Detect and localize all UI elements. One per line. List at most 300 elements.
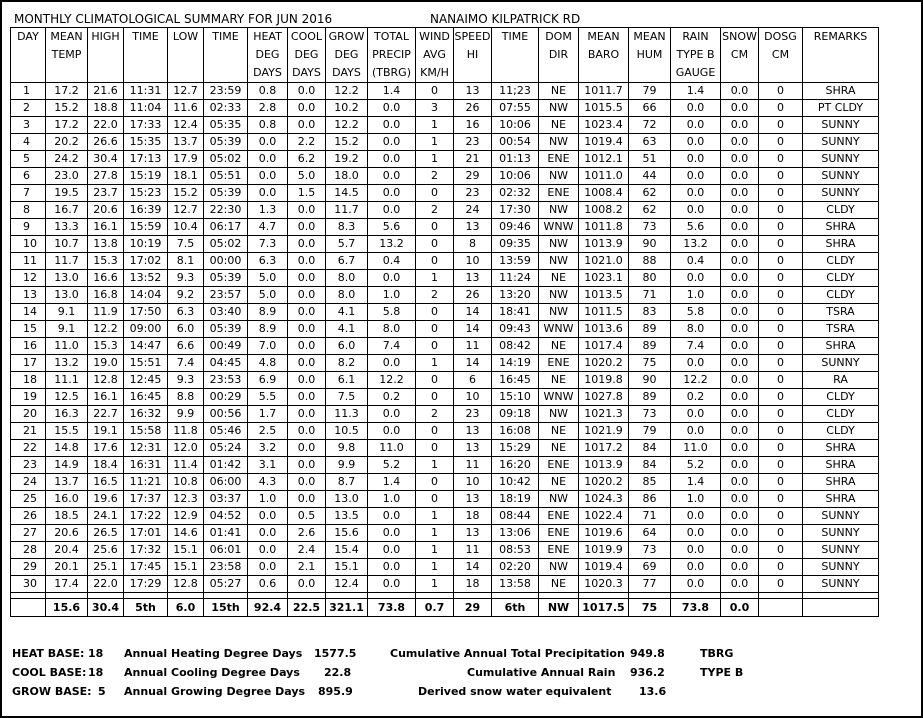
table-cell: 1011.7 [579, 83, 629, 100]
table-cell: 0.0 [368, 270, 416, 287]
table-cell: 13.2 [671, 236, 721, 253]
table-cell: 12 [11, 270, 46, 287]
table-cell: 16.3 [46, 406, 88, 423]
table-cell: 15:59 [124, 219, 168, 236]
table-cell: 15.5 [46, 423, 88, 440]
table-cell: 1.7 [248, 406, 288, 423]
table-cell: SUNNY [803, 117, 879, 134]
table-cell: 13:20 [492, 287, 539, 304]
table-cell: NW [539, 168, 579, 185]
table-cell: 1 [416, 559, 454, 576]
table-cell: 0 [759, 508, 803, 525]
table-cell: 0.0 [721, 321, 759, 338]
table-cell: 6.9 [248, 372, 288, 389]
table-cell: 13.3 [46, 219, 88, 236]
table-cell: 1.0 [368, 491, 416, 508]
table-cell: 0 [416, 338, 454, 355]
table-cell: 11.7 [46, 253, 88, 270]
table-cell: 0.0 [288, 236, 326, 253]
totals-cell: 321.1 [326, 599, 368, 617]
table-cell: 63 [629, 134, 671, 151]
table-cell: 13.0 [46, 270, 88, 287]
table-cell: 0.0 [288, 304, 326, 321]
table-cell: 26 [454, 100, 492, 117]
table-cell: 12.4 [168, 117, 204, 134]
table-cell: 14:04 [124, 287, 168, 304]
table-cell: 22.7 [88, 406, 124, 423]
table-cell: 12.0 [168, 440, 204, 457]
table-cell: 16:20 [492, 457, 539, 474]
table-cell: 04:45 [204, 355, 248, 372]
table-cell: 8.9 [248, 304, 288, 321]
table-cell: SHRA [803, 457, 879, 474]
table-cell: 2 [416, 202, 454, 219]
table-cell: 15.6 [326, 525, 368, 542]
table-cell: 6 [11, 168, 46, 185]
table-cell: NE [539, 440, 579, 457]
table-cell: 0.0 [721, 185, 759, 202]
table-cell: 2.6 [288, 525, 326, 542]
table-cell: 15.2 [326, 134, 368, 151]
annual-heating-label: Annual Heating Degree Days [124, 647, 303, 660]
table-cell: 14 [454, 304, 492, 321]
table-cell: SUNNY [803, 576, 879, 593]
table-cell: 8.1 [168, 253, 204, 270]
table-cell: 10.8 [168, 474, 204, 491]
table-cell: 10.7 [46, 236, 88, 253]
table-cell: 1008.2 [579, 202, 629, 219]
table-cell: 25 [11, 491, 46, 508]
table-cell: 0.0 [368, 406, 416, 423]
table-cell: 15.1 [168, 542, 204, 559]
table-cell: 6.2 [288, 151, 326, 168]
table-cell: 02:32 [492, 185, 539, 202]
table-cell: NE [539, 576, 579, 593]
table-cell: 1022.4 [579, 508, 629, 525]
table-cell: 11.4 [168, 457, 204, 474]
table-cell: 12.4 [326, 576, 368, 593]
table-cell: 0.0 [368, 508, 416, 525]
table-cell: SHRA [803, 338, 879, 355]
table-cell: 11 [11, 253, 46, 270]
table-cell: 1019.6 [579, 525, 629, 542]
table-cell: 27 [11, 525, 46, 542]
table-cell: 13 [454, 491, 492, 508]
table-cell: 0.0 [671, 508, 721, 525]
table-cell: 0.0 [721, 287, 759, 304]
table-cell: 0 [759, 219, 803, 236]
table-cell: 06:17 [204, 219, 248, 236]
table-row [11, 304, 879, 321]
totals-cell: 15.6 [46, 599, 88, 617]
table-row [11, 321, 879, 338]
table-cell: 0.0 [248, 168, 288, 185]
table-row [11, 270, 879, 287]
table-cell: 83 [629, 304, 671, 321]
table-cell: 0 [759, 576, 803, 593]
heat-base-label: HEAT BASE: [12, 647, 85, 660]
table-cell: 4.3 [248, 474, 288, 491]
table-cell: 14.8 [46, 440, 88, 457]
table-cell: NW [539, 406, 579, 423]
table-row [11, 542, 879, 559]
table-cell: NE [539, 338, 579, 355]
cool-base-label: COOL BASE: [12, 666, 87, 679]
table-cell: 0 [759, 287, 803, 304]
table-cell: 0.0 [721, 338, 759, 355]
table-cell: 16.5 [88, 474, 124, 491]
table-cell: 0.0 [288, 440, 326, 457]
table-cell: 0 [416, 474, 454, 491]
table-cell: 8.0 [326, 287, 368, 304]
table-cell: 22.0 [88, 576, 124, 593]
table-cell: 15.4 [326, 542, 368, 559]
table-cell: 0 [759, 440, 803, 457]
table-cell: 0.0 [368, 134, 416, 151]
table-cell: 17.9 [168, 151, 204, 168]
column-header-line: DEG [294, 48, 319, 61]
table-cell: 8.2 [326, 355, 368, 372]
table-cell: 1.4 [368, 83, 416, 100]
table-cell: 1.0 [671, 287, 721, 304]
table-cell: 88 [629, 253, 671, 270]
table-cell: CLDY [803, 202, 879, 219]
table-cell: 0.0 [368, 185, 416, 202]
table-cell: 18:41 [492, 304, 539, 321]
table-cell: 22.0 [88, 117, 124, 134]
table-cell: 17:02 [124, 253, 168, 270]
table-cell: SHRA [803, 236, 879, 253]
table-cell: 11:21 [124, 474, 168, 491]
table-cell: 1023.4 [579, 117, 629, 134]
table-cell: 1024.3 [579, 491, 629, 508]
table-cell: 0.8 [248, 117, 288, 134]
table-cell: 0.0 [288, 423, 326, 440]
table-row [11, 440, 879, 457]
table-cell: RA [803, 372, 879, 389]
table-cell: 14.5 [326, 185, 368, 202]
table-cell: 15.2 [46, 100, 88, 117]
table-cell: 0.0 [288, 270, 326, 287]
totals-row [11, 599, 879, 617]
table-cell: 12.2 [326, 117, 368, 134]
table-cell: 0 [759, 270, 803, 287]
table-cell: 16:31 [124, 457, 168, 474]
table-cell: 30 [11, 576, 46, 593]
table-cell: 5.0 [248, 287, 288, 304]
table-cell: 10 [11, 236, 46, 253]
table-cell: 44 [629, 168, 671, 185]
table-cell: 17:45 [124, 559, 168, 576]
table-cell: 26.6 [88, 134, 124, 151]
table-cell: NW [539, 287, 579, 304]
table-cell: 10 [454, 474, 492, 491]
column-header [288, 28, 326, 83]
table-cell: 17.2 [46, 117, 88, 134]
column-header [11, 28, 46, 83]
annual-cooling-label: Annual Cooling Degree Days [124, 666, 300, 679]
table-cell: NE [539, 270, 579, 287]
table-cell: 1019.9 [579, 542, 629, 559]
table-cell: 13 [454, 219, 492, 236]
table-cell: 18 [454, 508, 492, 525]
table-cell: 11:24 [492, 270, 539, 287]
column-header-line: TEMP [51, 48, 82, 61]
grow-base-label: GROW BASE: [12, 685, 92, 698]
table-cell: 0 [416, 304, 454, 321]
table-cell: 0.0 [288, 355, 326, 372]
table-cell: 24.2 [46, 151, 88, 168]
table-row [11, 423, 879, 440]
table-cell: 13.2 [368, 236, 416, 253]
table-cell: 0.0 [288, 83, 326, 100]
table-cell: 18:19 [492, 491, 539, 508]
table-cell: 1020.2 [579, 355, 629, 372]
table-cell: ENE [539, 185, 579, 202]
table-cell: 10.2 [326, 100, 368, 117]
table-cell: 17:37 [124, 491, 168, 508]
snow-water-label: Derived snow water equivalent [418, 685, 612, 698]
table-cell: 1017.4 [579, 338, 629, 355]
table-cell: 0.0 [671, 202, 721, 219]
table-cell: 20.1 [46, 559, 88, 576]
table-cell: 0.0 [288, 457, 326, 474]
table-cell: 15:35 [124, 134, 168, 151]
table-cell: 12.9 [168, 508, 204, 525]
table-row [11, 168, 879, 185]
table-cell: 0.0 [368, 525, 416, 542]
table-cell: NE [539, 474, 579, 491]
cum-precip-label: Cumulative Annual Total Precipitation [390, 647, 625, 660]
table-cell: 0 [759, 253, 803, 270]
table-row [11, 134, 879, 151]
table-cell: 11 [454, 338, 492, 355]
table-cell: 2.1 [288, 559, 326, 576]
table-cell: 1011.8 [579, 219, 629, 236]
table-cell: 13.0 [326, 491, 368, 508]
table-cell: 89 [629, 338, 671, 355]
table-cell: 1011.5 [579, 304, 629, 321]
column-header-line: GROW [328, 30, 365, 43]
table-cell: 05:24 [204, 440, 248, 457]
table-cell: 15.2 [168, 185, 204, 202]
table-cell: 8.7 [326, 474, 368, 491]
table-cell: 0 [759, 491, 803, 508]
table-cell: 17:33 [124, 117, 168, 134]
table-cell: 0.0 [288, 474, 326, 491]
column-header-line: DOM [545, 30, 572, 43]
table-cell: 0.0 [721, 457, 759, 474]
table-cell: 0.8 [248, 83, 288, 100]
table-cell: 0.0 [248, 151, 288, 168]
column-header-line: AVG [423, 48, 446, 61]
table-cell: 0.0 [721, 168, 759, 185]
table-cell: 11.7 [326, 202, 368, 219]
table-cell: 0 [416, 491, 454, 508]
table-cell: 1019.4 [579, 559, 629, 576]
table-cell: 0 [759, 474, 803, 491]
table-cell: 1.5 [288, 185, 326, 202]
table-cell: 01:41 [204, 525, 248, 542]
table-cell: 11.0 [671, 440, 721, 457]
table-cell: 11.0 [368, 440, 416, 457]
table-cell: 4 [11, 134, 46, 151]
table-cell: 8.9 [248, 321, 288, 338]
table-cell: 2.4 [288, 542, 326, 559]
table-cell: 0 [416, 321, 454, 338]
table-cell: SUNNY [803, 355, 879, 372]
table-cell: 1 [416, 355, 454, 372]
table-cell: 19.6 [88, 491, 124, 508]
table-cell: 3.1 [248, 457, 288, 474]
table-cell: 08:53 [492, 542, 539, 559]
column-header-line: CM [730, 48, 749, 61]
table-cell: 15:51 [124, 355, 168, 372]
table-cell: PT CLDY [803, 100, 879, 117]
table-cell: 4.1 [326, 321, 368, 338]
table-row [11, 508, 879, 525]
table-cell: 29 [11, 559, 46, 576]
table-cell: 8.0 [671, 321, 721, 338]
table-cell: 4.7 [248, 219, 288, 236]
table-cell: SUNNY [803, 542, 879, 559]
table-cell: 26 [454, 287, 492, 304]
table-row [11, 151, 879, 168]
table-cell: 80 [629, 270, 671, 287]
table-cell: 27.8 [88, 168, 124, 185]
table-cell: 15:58 [124, 423, 168, 440]
table-cell: 90 [629, 236, 671, 253]
table-row [11, 338, 879, 355]
table-cell: 0.0 [248, 525, 288, 542]
table-cell: 9 [11, 219, 46, 236]
annual-heating-value: 1577.5 [314, 647, 357, 660]
table-cell: 13:58 [492, 576, 539, 593]
table-cell: 0 [759, 338, 803, 355]
table-cell: 84 [629, 440, 671, 457]
table-cell: 9.3 [168, 270, 204, 287]
table-cell: 0.0 [721, 304, 759, 321]
table-cell: 0 [759, 236, 803, 253]
table-cell: 0.6 [248, 576, 288, 593]
table-cell: 10.5 [326, 423, 368, 440]
table-cell: 07:55 [492, 100, 539, 117]
table-cell: 1012.1 [579, 151, 629, 168]
table-cell: 86 [629, 491, 671, 508]
table-cell: 73 [629, 542, 671, 559]
table-cell: 23 [454, 134, 492, 151]
table-cell: NW [539, 253, 579, 270]
table-cell: 20.6 [46, 525, 88, 542]
table-cell: 7.4 [671, 338, 721, 355]
table-row [11, 253, 879, 270]
table-cell: 1013.6 [579, 321, 629, 338]
column-header-line: TOTAL [374, 30, 409, 43]
table-cell: CLDY [803, 406, 879, 423]
table-cell: 20.4 [46, 542, 88, 559]
table-cell: CLDY [803, 270, 879, 287]
table-cell: 1 [11, 83, 46, 100]
table-cell: 2 [11, 100, 46, 117]
table-cell: 3 [11, 117, 46, 134]
table-cell: 11.3 [326, 406, 368, 423]
table-cell: 0.0 [671, 423, 721, 440]
table-cell: 0.0 [288, 287, 326, 304]
column-header-line: GAUGE [675, 66, 716, 79]
table-cell: 15.1 [168, 559, 204, 576]
table-cell: SUNNY [803, 508, 879, 525]
table-cell: 7.5 [168, 236, 204, 253]
table-cell: 18.5 [46, 508, 88, 525]
table-cell: SUNNY [803, 559, 879, 576]
column-header [168, 28, 204, 83]
table-row [11, 219, 879, 236]
table-cell: 16:45 [492, 372, 539, 389]
table-cell: NE [539, 372, 579, 389]
table-cell: 9.3 [168, 372, 204, 389]
column-header-line: TYPE B [676, 48, 715, 61]
title-bar [10, 11, 912, 27]
table-cell: 0 [759, 134, 803, 151]
table-cell: 12.2 [326, 83, 368, 100]
table-cell: 0.0 [671, 270, 721, 287]
table-cell: 0.0 [721, 542, 759, 559]
table-cell: NW [539, 304, 579, 321]
table-cell: 16.8 [88, 287, 124, 304]
table-cell: 17.6 [88, 440, 124, 457]
table-cell: 19.1 [88, 423, 124, 440]
table-cell: ENE [539, 542, 579, 559]
table-cell: 0.0 [671, 185, 721, 202]
table-row [11, 457, 879, 474]
table-cell: SHRA [803, 474, 879, 491]
table-cell: 9.8 [326, 440, 368, 457]
table-cell: NW [539, 134, 579, 151]
table-cell: 0.0 [721, 151, 759, 168]
table-cell: 0 [759, 525, 803, 542]
table-cell: 11:31 [124, 83, 168, 100]
column-header-line: DAY [17, 30, 39, 43]
table-cell: 1 [416, 542, 454, 559]
table-cell: 11:04 [124, 100, 168, 117]
table-cell: 0.0 [288, 253, 326, 270]
column-header [579, 28, 629, 83]
table-cell: 5.6 [671, 219, 721, 236]
column-header-line: DAYS [332, 66, 361, 79]
header-row [11, 28, 879, 83]
table-cell: 13.7 [168, 134, 204, 151]
table-cell: 6.3 [168, 304, 204, 321]
column-header-line: BARO [587, 48, 620, 61]
table-cell: 6.1 [326, 372, 368, 389]
table-cell: 18.0 [326, 168, 368, 185]
table-cell: 7.0 [248, 338, 288, 355]
table-cell: CLDY [803, 253, 879, 270]
table-cell: 12.3 [168, 491, 204, 508]
table-cell: 23 [11, 457, 46, 474]
snow-water-value: 13.6 [639, 685, 667, 698]
table-cell: 23:59 [204, 83, 248, 100]
table-cell: 19.0 [88, 355, 124, 372]
table-cell: 08:44 [492, 508, 539, 525]
table-cell: 16 [454, 117, 492, 134]
table-cell: 00:00 [204, 253, 248, 270]
table-cell: 10 [454, 389, 492, 406]
table-cell: 0.0 [368, 542, 416, 559]
table-cell: 89 [629, 389, 671, 406]
table-row [11, 202, 879, 219]
table-cell: 11.8 [168, 423, 204, 440]
